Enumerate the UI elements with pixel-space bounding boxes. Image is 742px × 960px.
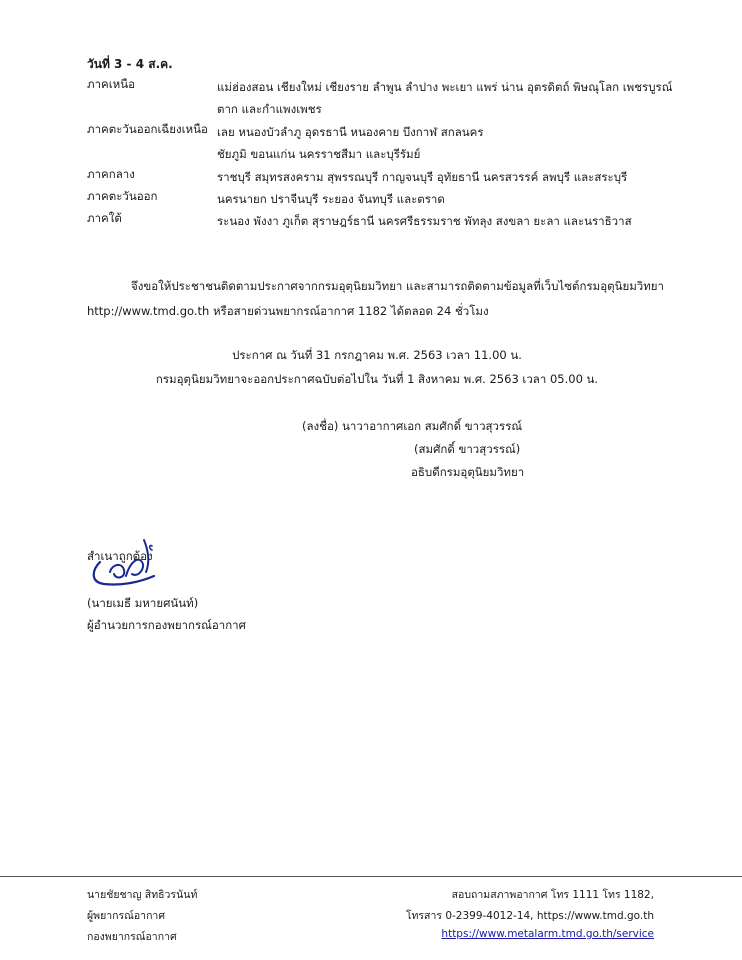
- next-announcement: กรมอุตุนิยมวิทยาจะออกประกาศฉบับต่อไปใน วันที่ 1 สิงหาคม พ.ศ. 2563 เวลา 05.00 น.: [155, 372, 599, 386]
- region-name: ภาคตะวันออกเฉียงเหนือ: [87, 122, 208, 136]
- certifier-name: (นายเมธี มหายศนันท์): [87, 596, 199, 610]
- footer-phone: สอบถามสภาพอากาศ โทร 1111 โทร 1182,: [451, 889, 654, 901]
- certifier-title: ผู้อำนวยการกองพยากรณ์อากาศ: [87, 618, 246, 632]
- notice-line: จึงขอให้ประชาชนติดตามประกาศจากกรมอุตุนิยมวิทยา และสามารถติดตามข้อมูลที่เว็บไซต์กรมอุตุนิยมวิทยา: [131, 279, 665, 293]
- notice-line: http://www.tmd.go.th หรือสายด่วนพยากรณ์อากาศ 1182 ได้ตลอด 24 ชั่วโมง: [87, 304, 489, 318]
- announcement-date: ประกาศ ณ วันที่ 31 กรกฎาคม พ.ศ. 2563 เวลา 11.00 น.: [232, 348, 522, 362]
- region-name: ภาคกลาง: [87, 167, 135, 181]
- region-provinces: ราชบุรี สมุทรสงคราม สุพรรณบุรี กาญจนบุรี อุทัยธานี นครสวรรค์ ลพบุรี และสระบุรี: [217, 170, 628, 184]
- footer-service-link[interactable]: https://www.metalarm.tmd.go.th/service: [441, 928, 654, 940]
- footer-fax-website: โทรสาร 0-2399-4012-14, https://www.tmd.go.th: [405, 910, 654, 922]
- footer-forecaster-role: ผู้พยากรณ์อากาศ: [87, 910, 165, 922]
- region-name: ภาคใต้: [87, 211, 122, 225]
- footer-forecaster-name: นายชัยชาญ สิทธิวรนันท์: [87, 889, 198, 901]
- region-provinces: ตาก และกำแพงเพชร: [217, 102, 322, 116]
- footer-division: กองพยากรณ์อากาศ: [87, 931, 177, 943]
- certified-copy-label: สำเนาถูกต้อง: [87, 549, 153, 563]
- notice-paragraph: [87, 274, 667, 324]
- date-heading: วันที่ 3 - 4 ส.ค.: [87, 57, 173, 71]
- signatory-title: อธิบดีกรมอุตุนิยมวิทยา: [411, 465, 525, 479]
- region-provinces: นครนายก ปราจีนบุรี ระยอง จันทบุรี และตราด: [217, 192, 445, 206]
- region-provinces: ชัยภูมิ ขอนแก่น นครราชสีมา และบุรีรัมย์: [217, 147, 421, 161]
- handwritten-signature: [82, 532, 162, 592]
- region-name: ภาคเหนือ: [87, 77, 136, 91]
- region-provinces: เลย หนองบัวลำภู อุดรธานี หนองคาย บึงกาฬ สกลนคร: [217, 125, 484, 139]
- region-provinces: ระนอง พังงา ภูเก็ต สุราษฎร์ธานี นครศรีธรรมราช พัทลุง สงขลา ยะลา และนราธิวาส: [217, 214, 632, 228]
- region-name: ภาคตะวันออก: [87, 189, 158, 203]
- region-provinces: แม่ฮ่องสอน เชียงใหม่ เชียงราย ลำพูน ลำปาง พะเยา แพร่ น่าน อุตรดิตถ์ พิษณุโลก เพชรบูรณ์: [217, 80, 673, 94]
- signatory-name: (สมศักดิ์ ขาวสุวรรณ์): [414, 442, 521, 456]
- footer-divider: [0, 876, 742, 877]
- signatory-signed: (ลงชื่อ) นาวาอากาศเอก สมศักดิ์ ขาวสุวรรณ์: [302, 419, 523, 433]
